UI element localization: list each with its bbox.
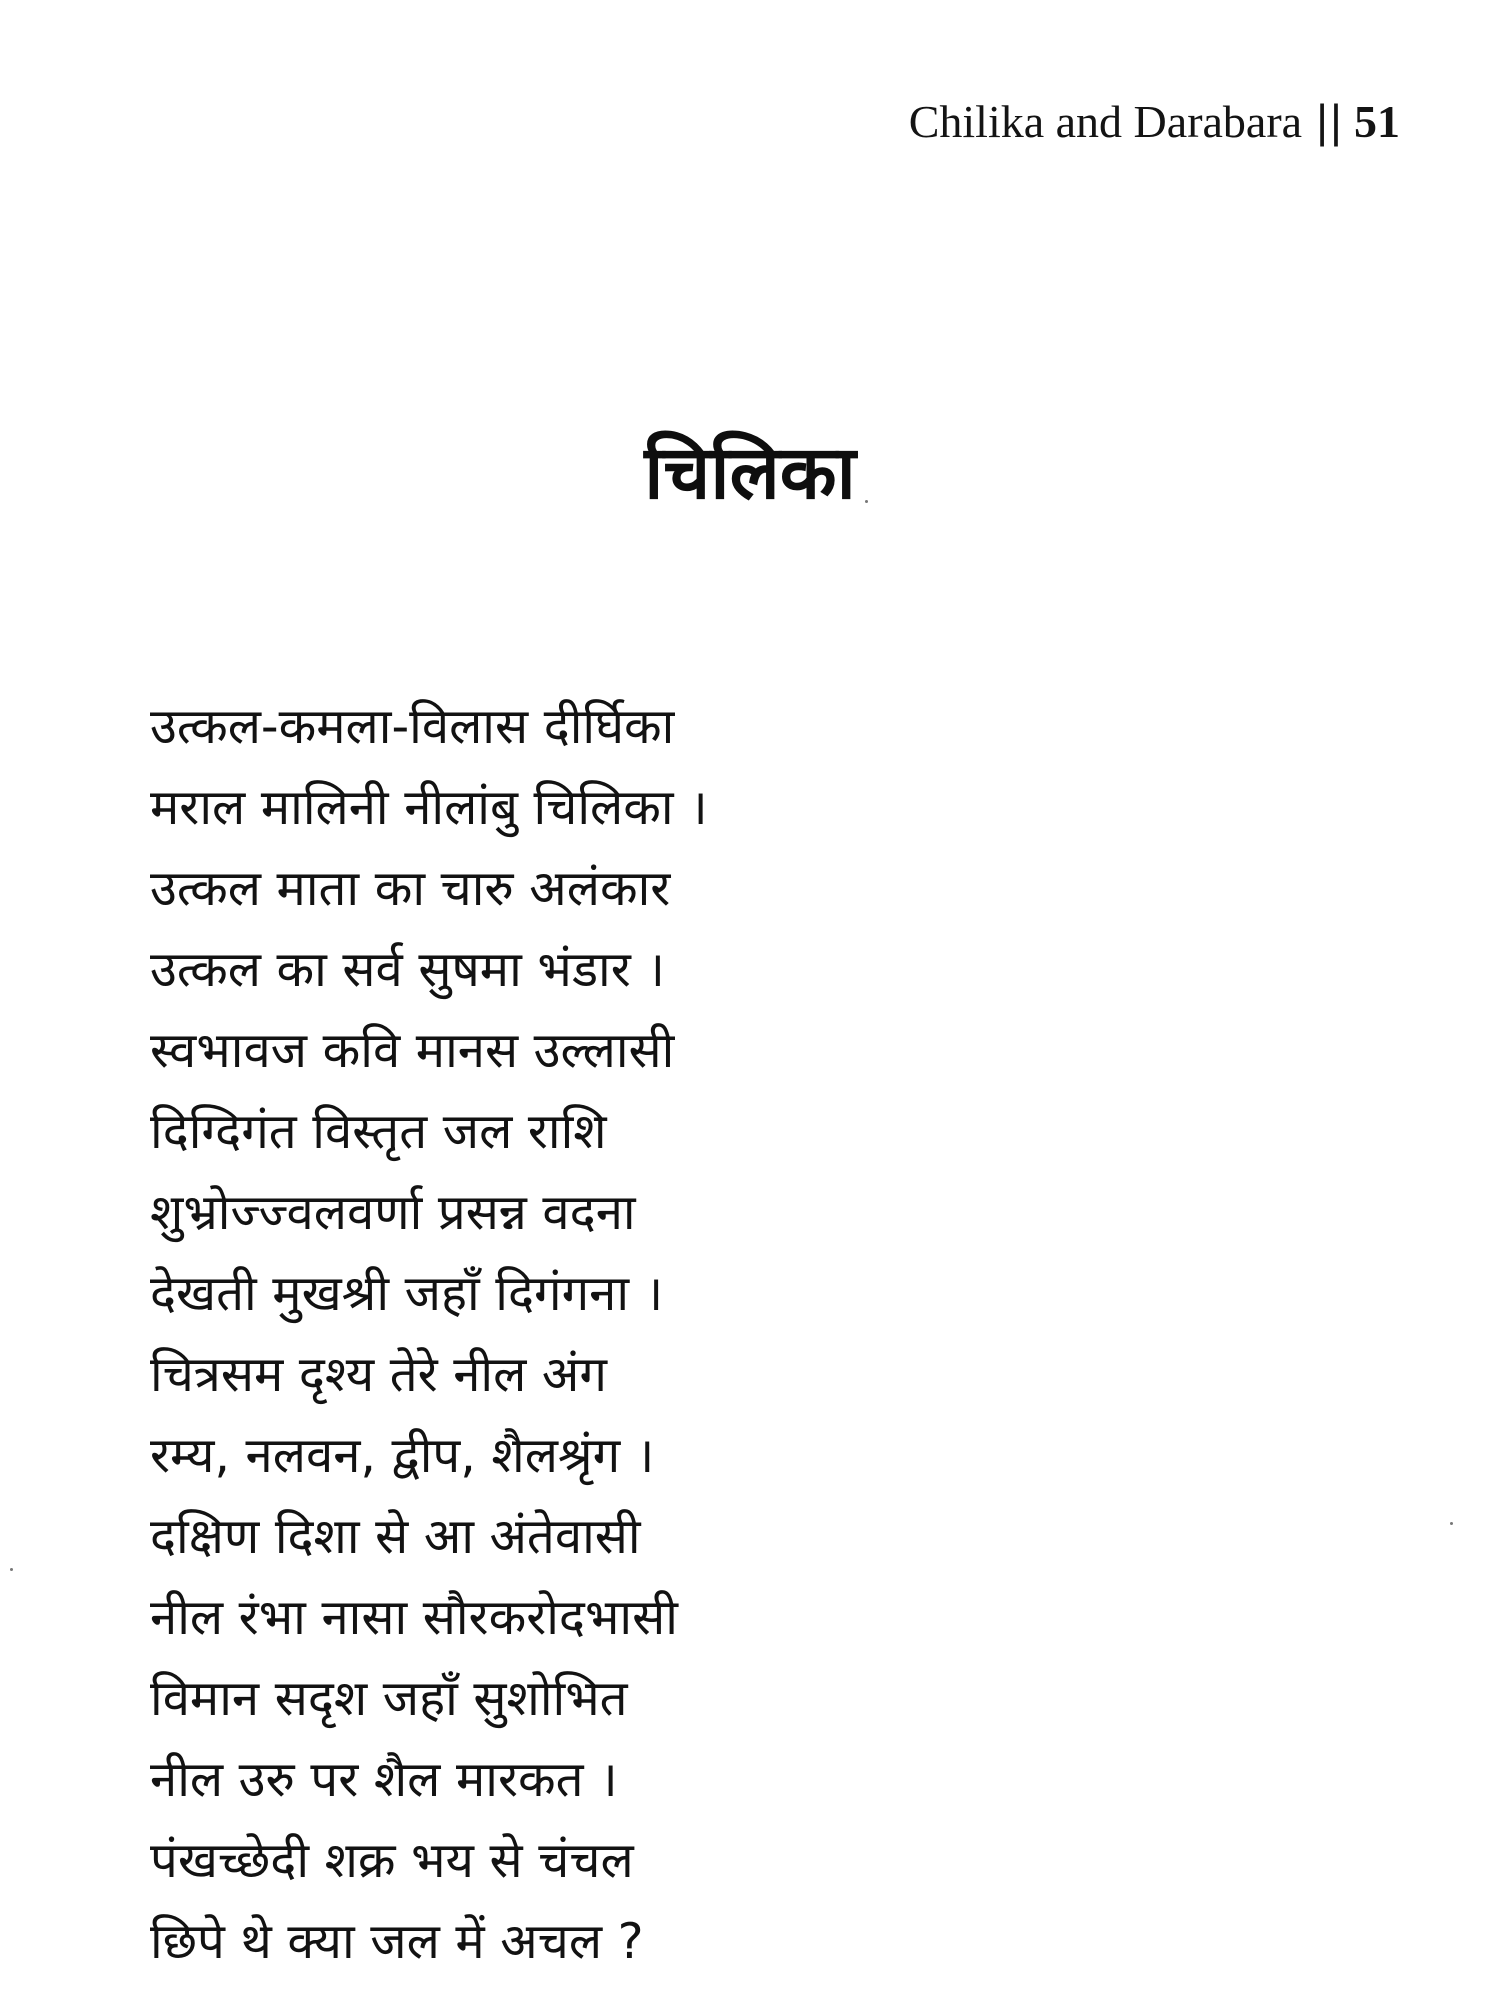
- poem-line: दिग्दिगंत विस्तृत जल राशि: [150, 1103, 607, 1160]
- poem-line: नील उरु पर शैल मारकत ।: [150, 1751, 618, 1808]
- poem-line: उत्कल माता का चारु अलंकार: [150, 860, 671, 917]
- poem-line: पंखच्छेदी शक्र भय से चंचल: [150, 1832, 634, 1889]
- poem-line: नील रंभा नासा सौरकरोदभासी: [150, 1589, 678, 1646]
- running-header: [908, 95, 1400, 147]
- poem-line: स्वभावज कवि मानस उल्लासी: [150, 1022, 675, 1079]
- poem-line: शुभ्रोज्ज्वलवर्णा प्रसन्न वदना: [150, 1184, 636, 1241]
- poem-line: चित्रसम दृश्य तेरे नील अंग: [150, 1346, 607, 1403]
- print-speck: [865, 500, 868, 503]
- page-number: 51: [1354, 96, 1400, 147]
- poem-line: विमान सदृश जहाँ सुशोभित: [150, 1670, 628, 1727]
- poem-body: [150, 686, 708, 1982]
- poem-line: देखती मुखश्री जहाँ दिगंगना ।: [150, 1265, 664, 1322]
- running-title: Chilika and Darabara: [908, 96, 1303, 147]
- poem-line: उत्कल-कमला-विलास दीर्घिका: [150, 698, 675, 755]
- header-separator: ||: [1316, 95, 1344, 147]
- poem-line: छिपे थे क्या जल में अचल ?: [150, 1913, 644, 1970]
- print-speck: [1450, 1522, 1453, 1525]
- poem-line: दक्षिण दिशा से आ अंतेवासी: [150, 1508, 641, 1565]
- poem-line: उत्कल का सर्व सुषमा भंडार ।: [150, 941, 665, 998]
- print-speck: [10, 1568, 13, 1571]
- poem-line: मराल मालिनी नीलांबु चिलिका ।: [150, 779, 708, 836]
- poem-line: रम्य, नलवन, द्वीप, शैलश्रृंग ।: [150, 1427, 655, 1484]
- poem-title: चिलिका: [644, 430, 856, 516]
